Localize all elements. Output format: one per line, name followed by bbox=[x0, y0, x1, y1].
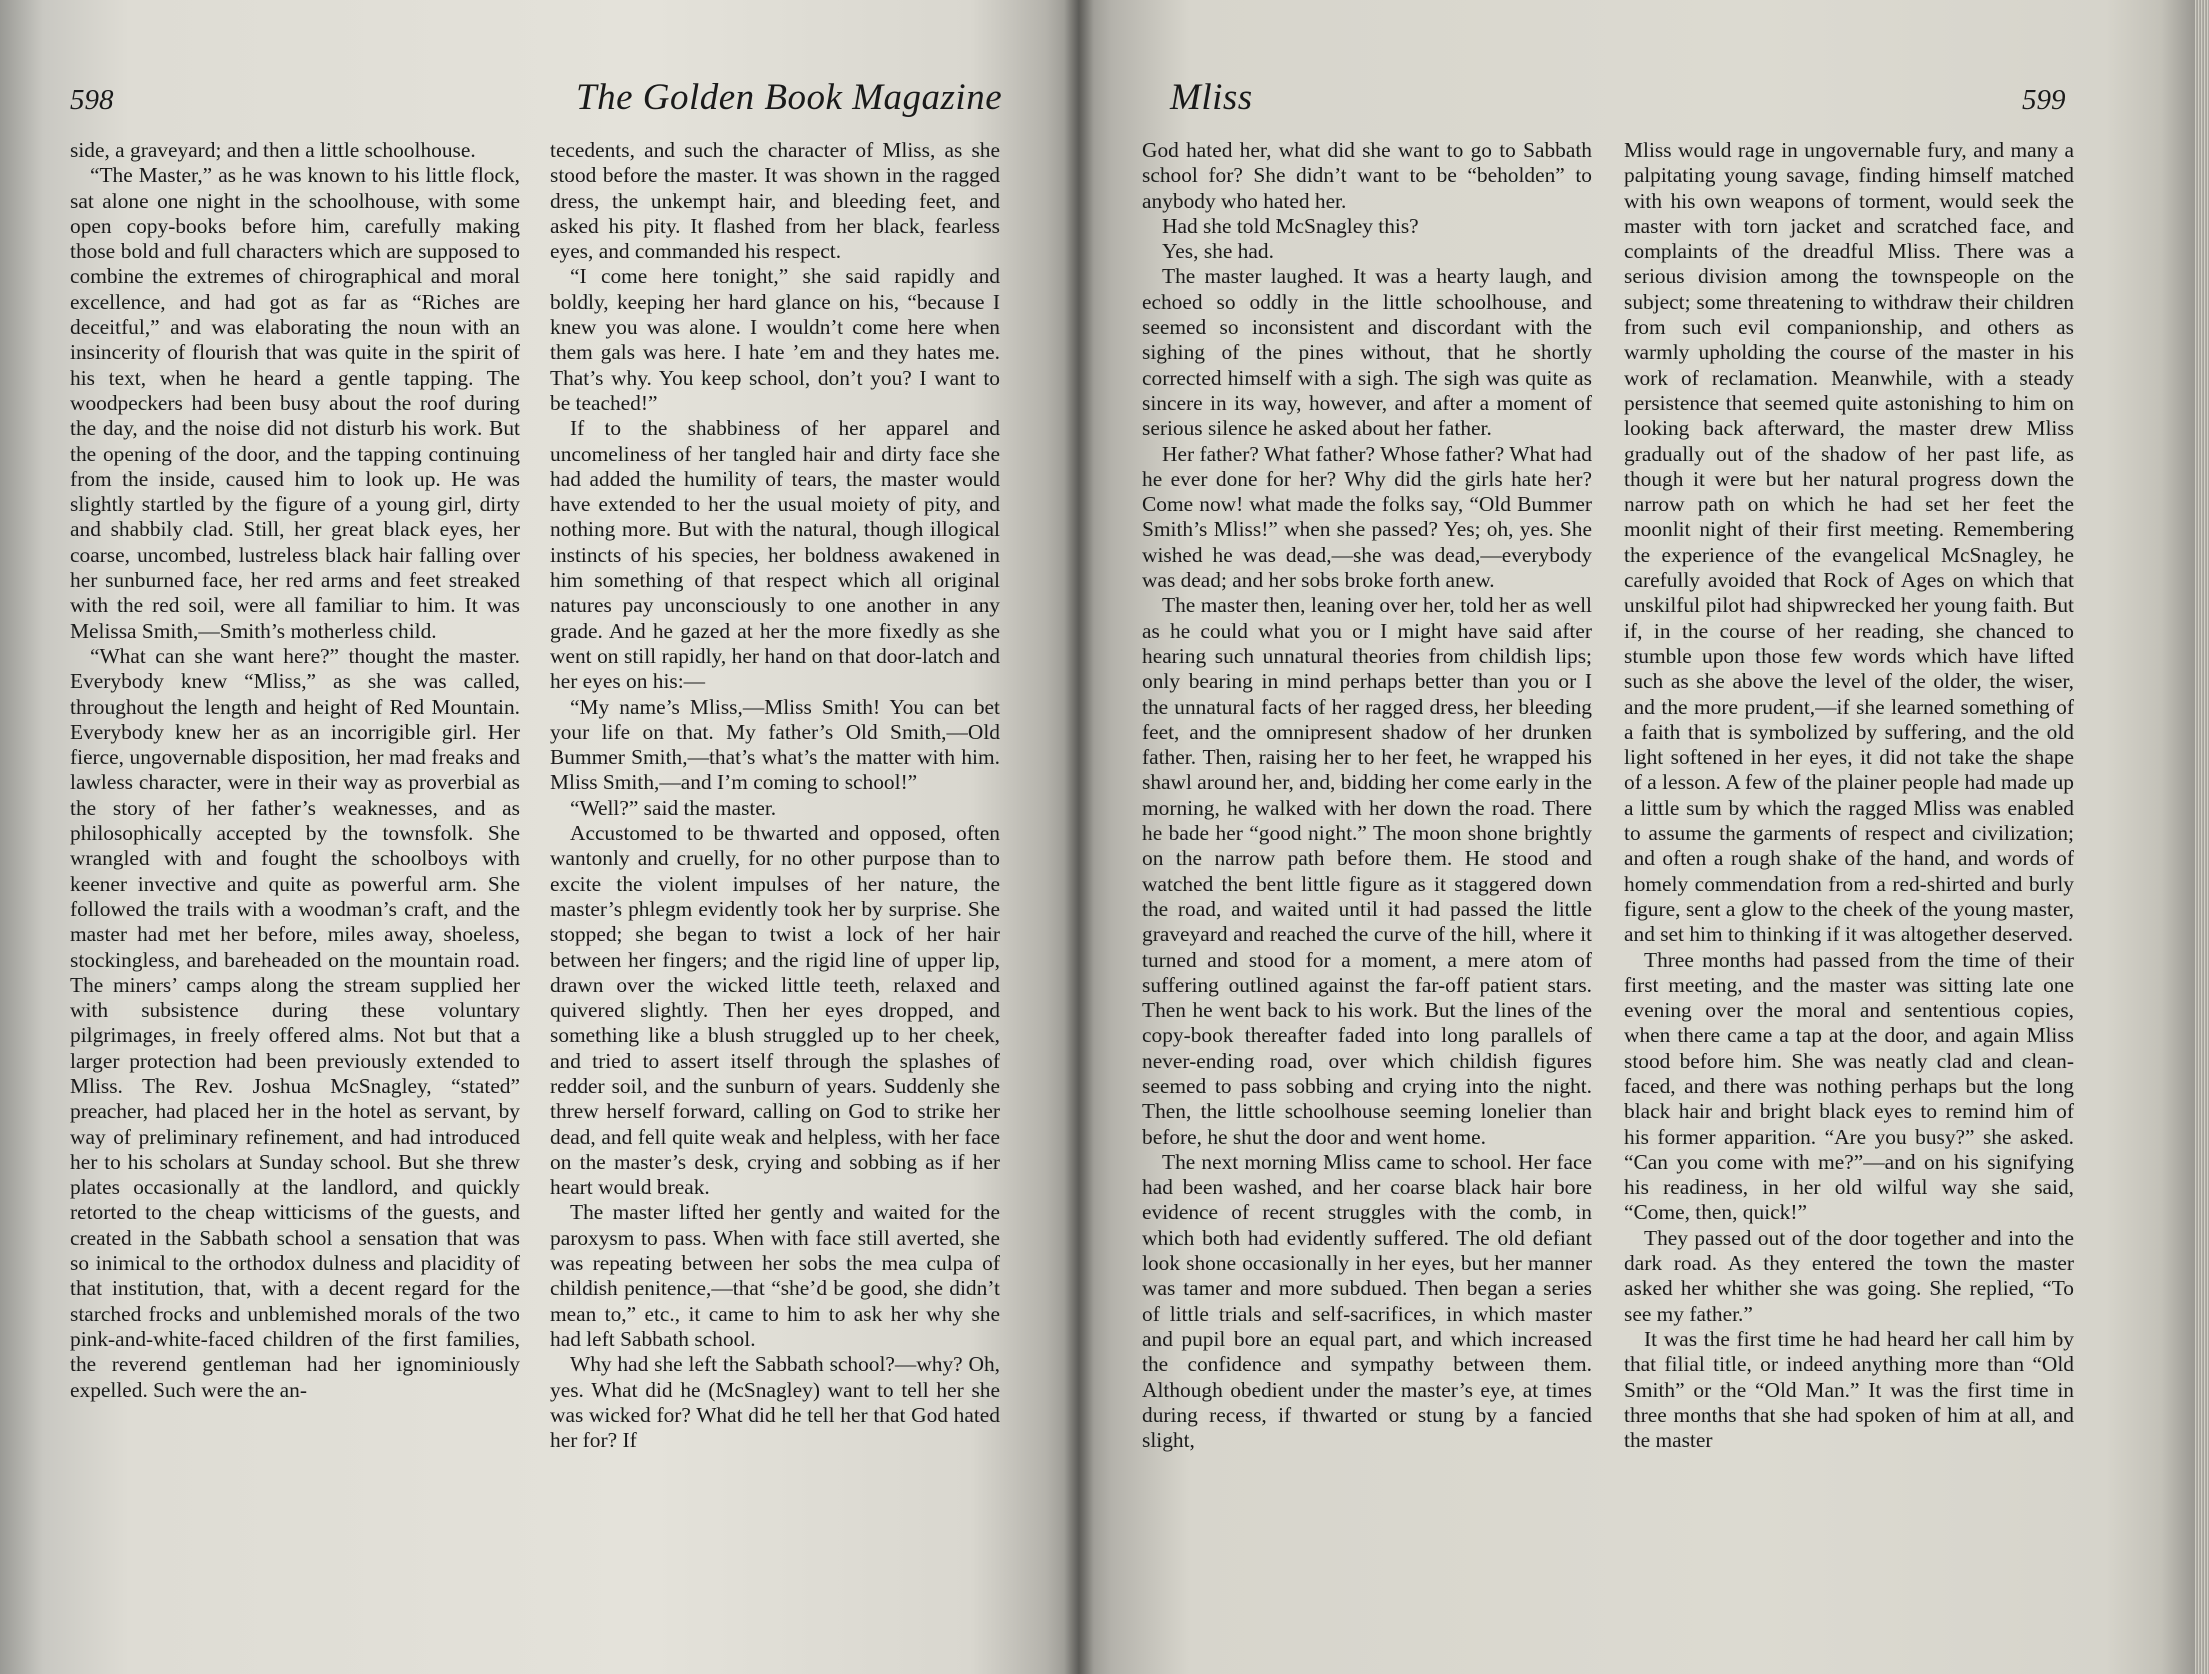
paragraph: The next morning Mliss came to school. Her face had been washed, and her coarse black hair bore evidence of recent struggles with the comb, in which both had evidently suffered. The old defiant look shone occasionally in her eyes, but her manner was tamer and more subdued. Then began a series of little trials and self-sacrifices, in which master and pupil bore an equal part, and which increased the confidence and sympathy between them. Although obedient under the master’s eye, at times during recess, if thwarted or stung by a fancied slight, bbox=[1142, 1149, 1592, 1453]
paragraph: Accustomed to be thwarted and opposed, often wantonly and cruelly, for no other purpose than to excite the violent impulses of her nature, the master’s phlegm evidently took her by surprise. She stopped; she began to twist a lock of her hair between her fingers; and the rigid line of upper lip, drawn over the wicked little teeth, relaxed and quivered slightly. Then her eyes dropped, and something like a blush struggled up to her cheek, and tried to assert itself through the splashes of redder soil, and the sunburn of years. Suddenly she threw herself forward, calling on God to strike her dead, and fell quite weak and helpless, with her face on the master’s desk, crying and sobbing as if her heart would break. bbox=[550, 821, 1000, 1200]
paragraph: The master then, leaning over her, told her as well as he could what you or I might have said after hearing such unnatural theories from childish lips; only bearing in mind perhaps better than you or I the unnatural facts of her ragged dress, her bleeding feet, and the omnipresent shadow of her drunken father. Then, raising her to her feet, he wrapped his shawl around her, and, bidding her come early in the morning, he walked with her down the road. There he bade her “good night.” The moon shone brightly on the narrow path before them. He stood and watched the bent little figure as it staggered down the road, and waited until it had passed the little graveyard and reached the curve of the hill, where it turned and stood for a moment, a mere atom of suffering outlined against the far-off patient stars. Then he went back to his work. But the lines of the copy-book thereafter faded into long parallels of never-ending road, over which childish figures seemed to pass sobbing and crying into the night. Then, the little schoolhouse seeming lonelier than before, he shut the door and went home. bbox=[1142, 593, 1592, 1149]
right-page bbox=[1078, 0, 2195, 1674]
left-page bbox=[0, 0, 1078, 1674]
paragraph: It was the first time he had heard her call him by that filial title, or indeed anything more than “Old Smith” or the “Old Man.” It was the first time in three months that she had spoken of him at all, and the master bbox=[1624, 1326, 2074, 1453]
paragraph: Why had she left the Sabbath school?—why? Oh, yes. What did he (McSnagley) want to tell her she was wicked for? What did he tell her that God hated her for? If bbox=[550, 1352, 1000, 1453]
left-column-1 bbox=[70, 138, 520, 1403]
paragraph: Had she told McSnagley this? bbox=[1162, 213, 1419, 238]
paragraph: “Well?” said the master. bbox=[570, 795, 777, 820]
paragraph: If to the shabbiness of her apparel and uncomeliness of her tangled hair and dirty face she had added the humility of tears, the master would have extended to her the usual moiety of pity, and nothing more. But with the natural, though illogical instincts of his species, her boldness awakened in him something of that respect which all original natures pay unconsciously to one another in any grade. And he gazed at her the more fixedly as she went on still rapidly, her hand on that door-latch and her eyes on his:— bbox=[550, 416, 1000, 694]
paragraph: “What can she want here?” thought the master. Everybody knew “Mliss,” as she was called, throughout the length and height of Red Mountain. Everybody knew her as an incorrigible girl. Her fierce, ungovernable disposition, her mad freaks and lawless character, were in their way as proverbial as the story of her father’s weaknesses, and as philosophically accepted by the townsfolk. She wrangled with and fought the schoolboys with keener invective and quite as powerful arm. She followed the trails with a woodman’s craft, and the master had met her before, miles away, shoeless, stockingless, and bareheaded on the mountain road. The miners’ camps along the stream supplied her with subsistence during these voluntary pilgrimages, in freely offered alms. Not but that a larger protection had been previously extended to Mliss. The Rev. Joshua McSnagley, “stated” preacher, had placed her in the hotel as servant, by way of preliminary refinement, and had introduced her to his scholars at Sunday school. But she threw plates occasionally at the landlord, and quickly retorted to the cheap witticisms of the guests, and created in the Sabbath school a sensation that was so inimical to the orthodox dulness and placidity of that institution, that, with a decent regard for the starched frocks and unblemished morals of the two pink-and-white-faced children of the first families, the reverend gentleman had her ignominiously expelled. Such were the an- bbox=[70, 643, 520, 1402]
paragraph: The master lifted her gently and waited for the paroxysm to pass. When with face still averted, she was repeating between her sobs the mea culpa of childish penitence,—that “she’d be good, she didn’t mean to,” etc., it came to him to ask her why she had left Sabbath school. bbox=[550, 1200, 1000, 1351]
paragraph: Yes, she had. bbox=[1162, 239, 1274, 264]
paragraph: God hated her, what did she want to go to Sabbath school for? She didn’t want to be “beholden” to anybody who hated her. bbox=[1142, 138, 1592, 213]
paragraph: “The Master,” as he was known to his little flock, sat alone one night in the schoolhouse, with some open copy-books before him, carefully making those bold and full characters which are supposed to combine the extremes of chirographical and moral excellence, and had got as far as “Riches are deceitful,” and was elaborating the noun with an insincerity of flourish that was quite in the spirit of his text, when he heard a gentle tapping. The woodpeckers had been busy about the roof during the day, and the noise did not disturb his work. But the opening of the door, and the tapping continuing from the inside, caused him to look up. He was slightly startled by the figure of a young girl, dirty and shabbily clad. Still, her great black eyes, her coarse, uncombed, lustreless black hair falling over her sunburned face, her red arms and feet streaked with the red soil, were all familiar to him. It was Melissa Smith,—Smith’s motherless child. bbox=[70, 163, 520, 643]
paragraph: “I come here tonight,” she said rapidly and boldly, keeping her hard glance on his, “because I knew you was alone. I wouldn’t come here when them gals was here. I hate ’em and they hates me. That’s why. You keep school, don’t you? I want to be teached!” bbox=[550, 264, 1000, 415]
paragraph: Three months had passed from the time of their first meeting, and the master was sitting late one evening over the moral and sententious copies, when there came a tap at the door, and again Mliss stood before him. She was neatly clad and clean-faced, and there was nothing perhaps but the long black hair and bright black eyes to remind him of his former apparition. “Are you busy?” she asked. “Can you come with me?”—and on his signifying his readiness, in her old wilful way she said, “Come, then, quick!” bbox=[1624, 947, 2074, 1225]
paragraph: Mliss would rage in ungovernable fury, and many a palpitating young savage, finding himself matched with his own weapons of torment, would seek the master with torn jacket and scratched face, and complaints of the dreadful Mliss. There was a serious division among the townspeople on the subject; some threatening to withdraw their children from such evil companionship, and others as warmly upholding the course of the master in his work of reclamation. Meanwhile, with a steady persistence that seemed quite astonishing to him on looking back afterward, the master drew Mliss gradually out of the shadow of her past life, as though it were but her natural progress down the narrow path on which he had set her feet the moonlit night of their first meeting. Remembering the experience of the evangelical McSnagley, he carefully avoided that Rock of Ages on which that unskilful pilot had shipwrecked her young faith. But if, in the course of her reading, she chanced to stumble upon those few words which have lifted such as she above the level of the older, the wiser, and the more prudent,—if she learned something of a faith that is symbolized by suffering, and the old light softened in her eyes, it did not take the shape of a lesson. A few of the plainer people had made up a little sum by which the ragged Mliss was enabled to assume the garments of respect and civilization; and often a rough shake of the hand, and words of homely commendation from a red-shirted and burly figure, sent a glow to the cheek of the young master, and set him to thinking if it was altogether deserved. bbox=[1624, 138, 2074, 947]
paragraph: Her father? What father? Whose father? What had he ever done for her? Why did the girls hate her? Come now! what made the folks say, “Old Bummer Smith’s Mliss!” when she passed? Yes; oh, yes. She wished he was dead,—she was dead,—everybody was dead; and her sobs broke forth anew. bbox=[1142, 441, 1592, 593]
right-page-number: 599 bbox=[2022, 84, 2066, 116]
left-column-2 bbox=[550, 138, 1000, 1453]
right-column-1 bbox=[1142, 138, 1592, 1453]
paragraph: side, a graveyard; and then a little schoolhouse. bbox=[70, 138, 476, 162]
left-page-number: 598 bbox=[70, 84, 114, 116]
paragraph: tecedents, and such the character of Mliss, as she stood before the master. It was shown in the ragged dress, the unkempt hair, and bleeding feet, and asked his pity. It flashed from her black, fearless eyes, and commanded his respect. bbox=[550, 138, 1000, 264]
paragraph: “My name’s Mliss,—Mliss Smith! You can bet your life on that. My father’s Old Smith,—Old Bummer Smith,—that’s what’s the matter with him. Mliss Smith,—and I’m coming to school!” bbox=[550, 694, 1000, 795]
right-running-head: Mliss bbox=[1170, 77, 1253, 118]
left-running-head: The Golden Book Magazine bbox=[576, 77, 1003, 118]
paragraph: The master laughed. It was a hearty laugh, and echoed so oddly in the little schoolhouse, and seemed so inconsistent and discordant with the sighing of the pines without, that he shortly corrected himself with a sigh. The sigh was quite as sincere in its way, however, and after a moment of serious silence he asked about her father. bbox=[1142, 264, 1592, 441]
paragraph: They passed out of the door together and into the dark road. As they entered the town the master asked her whither she was going. She replied, “To see my father.” bbox=[1624, 1225, 2074, 1326]
right-column-2 bbox=[1624, 138, 2074, 1453]
page-edges bbox=[2195, 0, 2209, 1674]
